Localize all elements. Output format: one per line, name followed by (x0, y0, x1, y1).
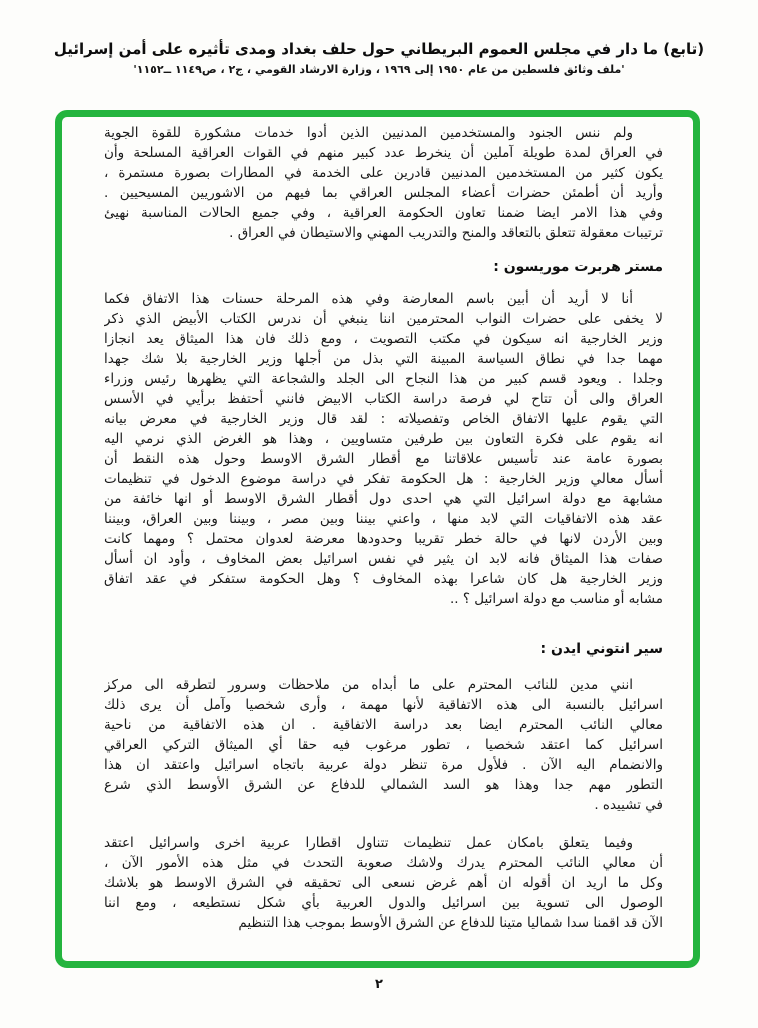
text-line: ترتيبات معقولة تتعلق بالتعاقد والمنح والتدريب المهني والاستيطان في العراق . (229, 225, 663, 241)
text-line: عقد هذه الاتفاقيات التي لابد منها ، واعني بيننا وبين مصر ، وبيننا وبين العراق، وبيننا (104, 511, 663, 527)
text-line: وأريد أن أطمئن حضرات أعضاء المجلس العراقي بما فيهم من الاشوريين المسيحيين . (104, 185, 663, 201)
text-line: وزير الخارجية انه سيكون في مكتب التصويت ، ومع ذلك فان هذا الميثاق يعد انجازا (104, 331, 663, 347)
text-line: التي يقوم عليها الاتفاق الخاص وتفصيلاته : لقد قال وزير الخارجية في معرض بيانه (104, 411, 663, 427)
paragraph-troops-acknowledgement (104, 123, 663, 243)
text-line: وفيما يتعلق بامكان عمل تنظيمات تتناول اقطارا عربية اخرى واسرائيل اعتقد (104, 835, 633, 851)
text-line: معالي النائب المحترم ايضا بعد دراسة الاتفاقية . ان هذه الاتفاقية من ناحية (104, 717, 663, 733)
document-title: (تابع) ما دار في مجلس العموم البريطاني حول حلف بغداد ومدى تأثيره على أمن إسرائيل (53, 40, 705, 58)
text-line: انه يقوم على فكرة التعاون بين طرفين متساويين ، وهذا هو الغرض الذي نرمي اليه (104, 431, 663, 447)
text-line: الوصول الى تسوية بين اسرائيل والدول العربية بأي شكل نستطيعه ، ومع اننا (104, 895, 663, 911)
text-line: وجلدا . ويعود قسم كبير من هذا النجاح الى الجلد والشجاعة التي يظهرها رئيس وزراء (104, 371, 663, 387)
speaker-heading-anthony-eden: سير انتوني ايدن : (540, 641, 663, 657)
document-body (62, 117, 693, 961)
text-line: وبين الأردن لانها في حالة خطر تقريبا وحدودها معرضة لعدوان محتمل ؟ ومهما كانت (104, 531, 663, 547)
text-line: يكون كثير من المستخدمين المدنيين قادرين على الخدمة في المطارات بصورة مستمرة ، (104, 165, 663, 181)
text-line: في العراق لمدة طويلة آملين أن ينخرط عدد كبير منهم في القوات العراقية المسلحة وأن (104, 145, 663, 161)
text-line: بصورة عامة عند تأسيس علاقاتنا مع أقطار الشرق الاوسط وحول هذه النقط أن (104, 451, 663, 467)
text-line: مشابهة مع دولة اسرائيل التي هي احدى دول أقطار الشرق الاوسط أو انها خائفة من (104, 491, 663, 507)
text-line: وفي هذا الامر ايضا ضمنا تعاون الحكومة العراقية ، وفي جميع الحالات المناسبة نهيئ (104, 205, 663, 221)
speaker-heading-herbert-morrison: مستر هربرت موريسون : (493, 259, 663, 275)
text-line: التطور مهم جدا وهذا هو السد الشمالي للدفاع عن الشرق الأوسط الذي شرع (104, 777, 663, 793)
text-line: العراق والى أن تتاح لي فرصة دراسة الكتاب الابيض فانني أحتفظ برأيي في الأسس (104, 391, 663, 407)
text-line: في تشييده . (594, 797, 663, 813)
paragraph-eden-settlement (104, 833, 663, 933)
text-line: مشابه أو مناسب مع دولة اسرائيل ؟ .. (449, 591, 663, 607)
text-line: انني مدين للنائب المحترم على ما أبداه من ملاحظات وسرور لتطرقه الى مركز (104, 677, 633, 693)
text-line: اسرائيل بالنسبة الى هذه الاتفاقية لأنها مهمة ، وأرى شخصيا وآمل أن يرى ذلك (104, 697, 663, 713)
document-source-citation: 'ملف وثائق فلسطين من عام ١٩٥٠ إلى ١٩٦٩ ، وزارة الارشاد القومي ، ج٢ ، ص١١٤٩ ــ١١٥٢' (133, 63, 625, 76)
document-header (0, 38, 758, 78)
paragraph-eden-reply (104, 675, 663, 815)
page-number: ٢ (375, 977, 383, 992)
text-line: مهما جدا في نطاق السياسة المبينة التي بذل من أجلها وزير الخارجية بلا شك جهدا (104, 351, 663, 367)
highlight-frame (55, 110, 700, 968)
text-line: ولم ننس الجنود والمستخدمين المدنيين الذين أدوا خدمات مشكورة للقوة الجوية (104, 125, 633, 141)
text-line: أن معالي النائب المحترم يدرك ولاشك صعوبة التحدث في مثل هذه الأمور الآن ، (104, 855, 663, 871)
text-line: الآن قد اقمنا سدا شماليا متينا للدفاع عن الشرق الأوسط بموجب هذا التنظيم (238, 915, 663, 931)
text-line: لا يخفى على حضرات النواب المحترمين اننا ينبغي أن ندرس الكتاب الأبيض الذي ذكر (104, 311, 663, 327)
text-line: صفات هذا الميثاق فانه لابد ان يثير في نفس اسرائيل بعض المخاوف ، وأود ان أسأل (104, 551, 663, 567)
text-line: والانضمام اليه الآن . فلأول مرة تنظر دولة عربية باتجاه اسرائيل واعتقد ان هذا (104, 757, 663, 773)
paragraph-morrison-remarks (104, 289, 663, 609)
text-line: أسأل معالي وزير الخارجية : هل الحكومة تفكر في دراسة موضوع الدخول في تنظيمات (104, 471, 663, 487)
text-line: وزير الخارجية هل كان شاعرا بهذه المخاوف ؟ وهل الحكومة ستفكر في عقد اتفاق (104, 571, 663, 587)
text-line: أنا لا أريد أن أبين باسم المعارضة وفي هذه المرحلة حسنات هذا الاتفاق فكما (104, 291, 633, 307)
text-line: اسرائيل كما اعتقد شخصيا ، تطور مرغوب فيه حقا أي الميثاق التركي العراقي (104, 737, 663, 753)
text-line: وكل ما اريد ان أقوله ان أهم غرض نسعى الى تحقيقه في الشرق الاوسط هو بلاشك (104, 875, 663, 891)
